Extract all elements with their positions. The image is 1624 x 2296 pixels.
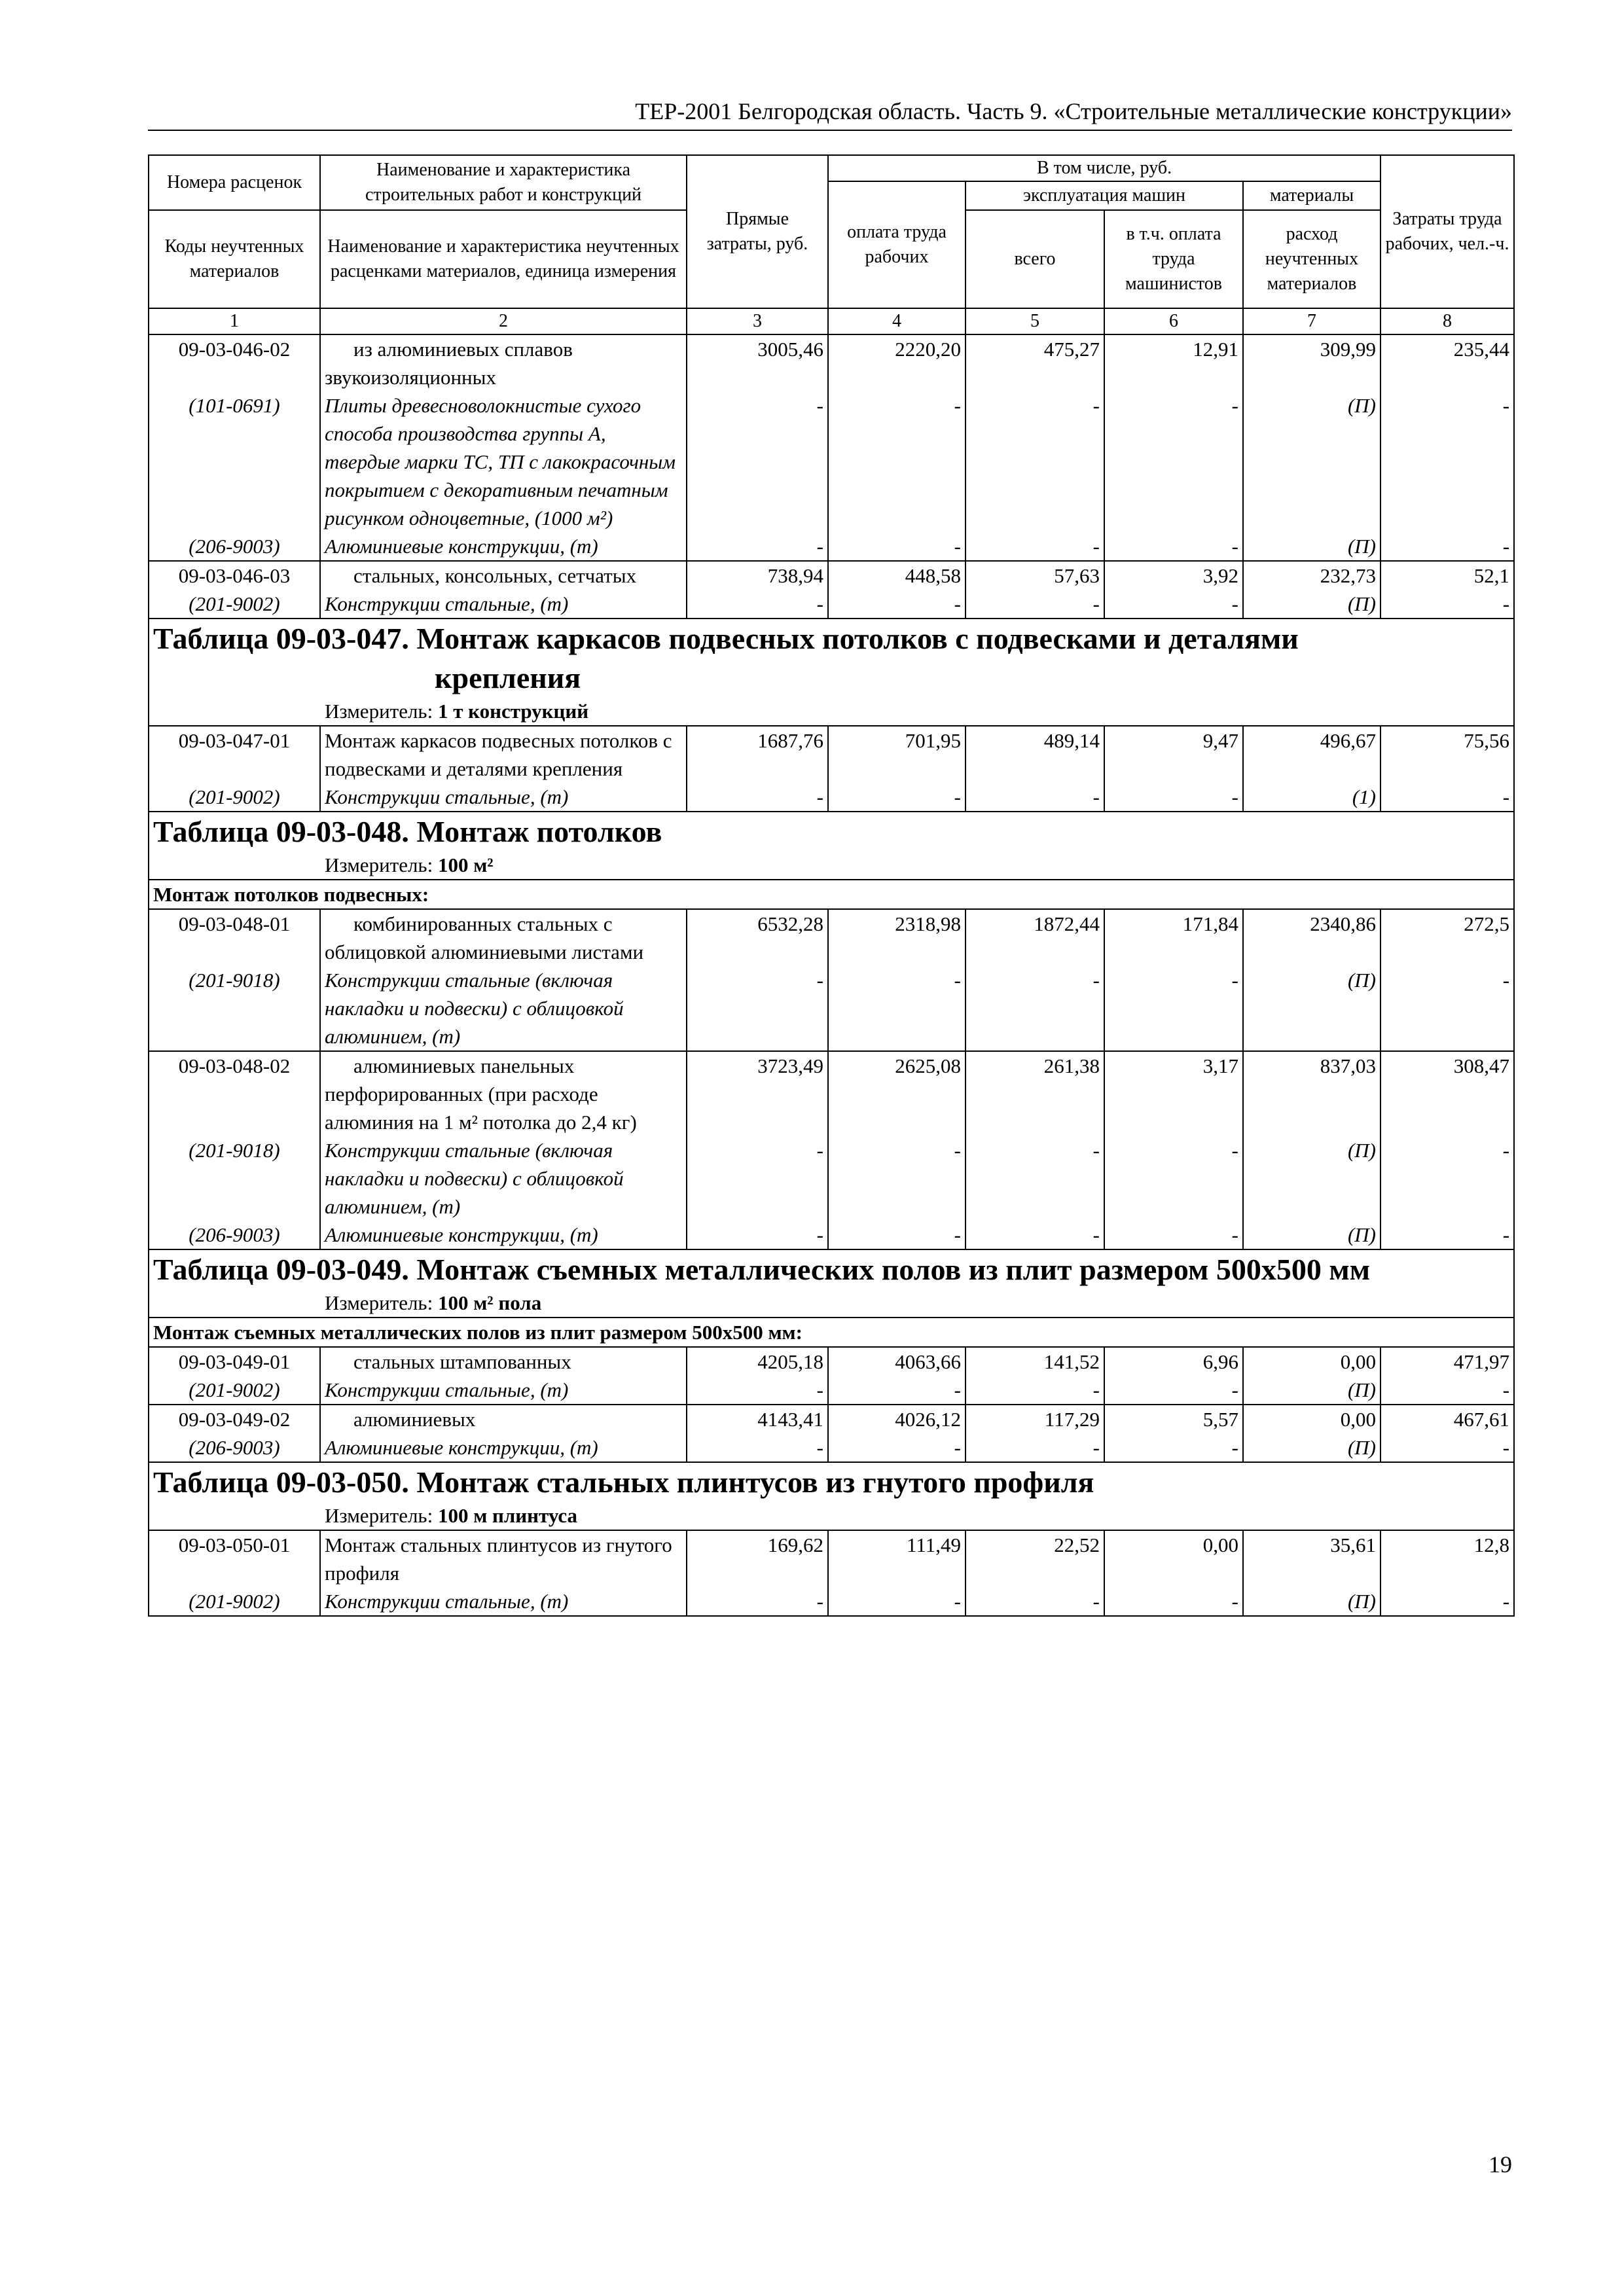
- dash: -: [1380, 1221, 1514, 1249]
- material-mark: (П): [1243, 966, 1380, 1051]
- rate-code: 09-03-048-01: [149, 909, 320, 966]
- rate-name: алюминиевых панельных перфорированных (при расходе алюминия на 1 м² потолка до 2,4 кг): [320, 1051, 687, 1136]
- section-heading: Монтаж съемных металлических полов из плит размером 500х500 мм:: [149, 1318, 1514, 1347]
- material-mark: (П): [1243, 1221, 1380, 1249]
- materials-value: 309,99: [1243, 334, 1380, 391]
- col-including-header: В том числе, руб.: [828, 155, 1380, 181]
- dash: -: [1104, 1221, 1243, 1249]
- material-row: [149, 1376, 1514, 1405]
- material-mark: (П): [1243, 1136, 1380, 1221]
- material-mark: (П): [1243, 1587, 1380, 1616]
- col-material-names-header: Наименование и характеристика неучтенных расценками материалов, единица измерения: [320, 210, 687, 308]
- dash: -: [1380, 590, 1514, 619]
- materials-value: 232,73: [1243, 561, 1380, 590]
- col-labor-hours-header: Затраты труда рабочих, чел.-ч.: [1380, 155, 1514, 308]
- materials-value: 0,00: [1243, 1405, 1380, 1433]
- machinists-pay: 12,91: [1104, 334, 1243, 391]
- dash: -: [965, 391, 1104, 532]
- col-number: 6: [1104, 308, 1243, 334]
- direct-costs: 738,94: [687, 561, 828, 590]
- table-row: [149, 334, 1514, 391]
- col-rate-number-header: Номера расценок: [149, 155, 320, 210]
- table-title-block: [149, 619, 1514, 726]
- dash: -: [828, 532, 965, 561]
- machinists-pay: 3,17: [1104, 1051, 1243, 1136]
- dash: -: [828, 1376, 965, 1405]
- dash: -: [1104, 1587, 1243, 1616]
- section-row: [149, 1318, 1514, 1347]
- material-row: [149, 1136, 1514, 1221]
- col-direct-costs-header: Прямые затраты, руб.: [687, 155, 828, 308]
- material-row: [149, 1587, 1514, 1616]
- labor-hours: 12,8: [1380, 1530, 1514, 1587]
- labor-hours: 308,47: [1380, 1051, 1514, 1136]
- labor-hours: 471,97: [1380, 1347, 1514, 1376]
- measure-unit: [153, 1502, 1509, 1530]
- material-name: Конструкции стальные, (т): [320, 590, 687, 619]
- material-name: Алюминиевые конструкции, (т): [320, 1221, 687, 1249]
- page-header: ТЕР-2001 Белгородская область. Часть 9. «Строительные металлические конструкции»: [148, 96, 1512, 131]
- dash: -: [828, 1587, 965, 1616]
- col-number: 8: [1380, 308, 1514, 334]
- material-name: Алюминиевые конструкции, (т): [320, 1433, 687, 1462]
- col-number: 5: [965, 308, 1104, 334]
- table-row: [149, 726, 1514, 783]
- dash: -: [687, 1587, 828, 1616]
- page-number: 19: [1489, 2151, 1512, 2178]
- dash: -: [1380, 966, 1514, 1051]
- dash: -: [1104, 391, 1243, 532]
- material-name: Алюминиевые конструкции, (т): [320, 532, 687, 561]
- material-code: (206-9003): [149, 532, 320, 561]
- material-code: (206-9003): [149, 1433, 320, 1462]
- dash: -: [1380, 1587, 1514, 1616]
- col-machines-total-header: всего: [965, 210, 1104, 308]
- table-row: [149, 561, 1514, 590]
- measure-value: 100 м²: [437, 853, 494, 876]
- dash: -: [965, 1433, 1104, 1462]
- machinists-pay: 171,84: [1104, 909, 1243, 966]
- dash: -: [965, 1221, 1104, 1249]
- material-code: (101-0691): [149, 391, 320, 532]
- rates-table: [148, 154, 1515, 1617]
- table-header-row: [149, 155, 1514, 181]
- material-mark: (П): [1243, 1433, 1380, 1462]
- dash: -: [1104, 532, 1243, 561]
- table-title-row: [149, 619, 1514, 726]
- material-row: [149, 391, 1514, 532]
- material-row: [149, 590, 1514, 619]
- material-name: Конструкции стальные (включая накладки и подвески) с облицовкой алюминием, (т): [320, 966, 687, 1051]
- rate-name: Монтаж каркасов подвесных потолков с подвесками и деталями крепления: [320, 726, 687, 783]
- dash: -: [687, 391, 828, 532]
- direct-costs: 6532,28: [687, 909, 828, 966]
- machinists-pay: 6,96: [1104, 1347, 1243, 1376]
- rate-code: 09-03-046-03: [149, 561, 320, 590]
- material-mark: (П): [1243, 1376, 1380, 1405]
- dash: -: [965, 532, 1104, 561]
- rate-name: стальных штампованных: [320, 1347, 687, 1376]
- measure-value: 100 м² пола: [437, 1291, 542, 1314]
- labor-hours: 272,5: [1380, 909, 1514, 966]
- material-code: (201-9002): [149, 783, 320, 812]
- table-title-row: [149, 812, 1514, 880]
- measure-unit: [153, 698, 1509, 725]
- dash: -: [1380, 1136, 1514, 1221]
- table-row: [149, 1051, 1514, 1136]
- material-name: Конструкции стальные (включая накладки и подвески) с облицовкой алюминием, (т): [320, 1136, 687, 1221]
- dash: -: [1104, 1136, 1243, 1221]
- table-row: [149, 1405, 1514, 1433]
- dash: -: [965, 590, 1104, 619]
- dash: -: [1380, 391, 1514, 532]
- section-row: [149, 880, 1514, 909]
- rate-code: 09-03-049-02: [149, 1405, 320, 1433]
- table-title-block: [149, 1249, 1514, 1318]
- material-code: (201-9002): [149, 590, 320, 619]
- rate-name: стальных, консольных, сетчатых: [320, 561, 687, 590]
- material-code: (201-9002): [149, 1587, 320, 1616]
- dash: -: [965, 783, 1104, 812]
- material-name: Конструкции стальные, (т): [320, 1587, 687, 1616]
- workers-pay: 701,95: [828, 726, 965, 783]
- labor-hours: 52,1: [1380, 561, 1514, 590]
- direct-costs: 3005,46: [687, 334, 828, 391]
- rate-name: комбинированных стальных с облицовкой алюминиевыми листами: [320, 909, 687, 966]
- col-material-codes-header: Коды неучтенных материалов: [149, 210, 320, 308]
- material-code: (201-9018): [149, 966, 320, 1051]
- table-title: Таблица 09-03-050. Монтаж стальных плинтусов из гнутого профиля: [153, 1465, 1094, 1499]
- table-title-block: [149, 1462, 1514, 1530]
- rate-code: 09-03-046-02: [149, 334, 320, 391]
- rate-name: алюминиевых: [320, 1405, 687, 1433]
- material-name: Конструкции стальные, (т): [320, 783, 687, 812]
- workers-pay: 2220,20: [828, 334, 965, 391]
- col-unaccounted-materials-header: расход неучтенных материалов: [1243, 210, 1380, 308]
- machines-total: 141,52: [965, 1347, 1104, 1376]
- workers-pay: 2318,98: [828, 909, 965, 966]
- machines-total: 22,52: [965, 1530, 1104, 1587]
- dash: -: [687, 1433, 828, 1462]
- dash: -: [828, 590, 965, 619]
- dash: -: [965, 966, 1104, 1051]
- dash: -: [965, 1587, 1104, 1616]
- materials-value: 35,61: [1243, 1530, 1380, 1587]
- machines-total: 117,29: [965, 1405, 1104, 1433]
- workers-pay: 111,49: [828, 1530, 965, 1587]
- col-materials-header: материалы: [1243, 181, 1380, 210]
- dash: -: [687, 966, 828, 1051]
- measure-value: 1 т конструкций: [437, 700, 589, 723]
- col-workers-pay-header: оплата труда рабочих: [828, 181, 965, 308]
- dash: -: [687, 590, 828, 619]
- material-row: [149, 1221, 1514, 1249]
- rate-code: 09-03-048-02: [149, 1051, 320, 1136]
- rate-name: из алюминиевых сплавов звукоизоляционных: [320, 334, 687, 391]
- machines-total: 1872,44: [965, 909, 1104, 966]
- table-row: [149, 909, 1514, 966]
- material-mark: (П): [1243, 391, 1380, 532]
- material-row: [149, 966, 1514, 1051]
- machinists-pay: 9,47: [1104, 726, 1243, 783]
- column-numbers-row: [149, 308, 1514, 334]
- dash: -: [687, 1376, 828, 1405]
- col-number: 3: [687, 308, 828, 334]
- direct-costs: 169,62: [687, 1530, 828, 1587]
- material-mark: (П): [1243, 590, 1380, 619]
- materials-value: 0,00: [1243, 1347, 1380, 1376]
- dash: -: [687, 532, 828, 561]
- workers-pay: 448,58: [828, 561, 965, 590]
- dash: -: [828, 391, 965, 532]
- material-name: Конструкции стальные, (т): [320, 1376, 687, 1405]
- material-mark: (1): [1243, 783, 1380, 812]
- measure-label: Измеритель:: [325, 1504, 433, 1527]
- col-machinists-pay-header: в т.ч. оплата труда машинистов: [1104, 210, 1243, 308]
- measure-label: Измеритель:: [325, 1291, 433, 1314]
- materials-value: 837,03: [1243, 1051, 1380, 1136]
- table-title: Таблица 09-03-047. Монтаж каркасов подвесных потолков с подвесками и деталями: [153, 622, 1299, 655]
- measure-unit: [153, 852, 1509, 879]
- measure-unit: [153, 1289, 1509, 1317]
- dash: -: [687, 1136, 828, 1221]
- dash: -: [1380, 532, 1514, 561]
- material-row: [149, 532, 1514, 561]
- dash: -: [1380, 1433, 1514, 1462]
- col-number: 1: [149, 308, 320, 334]
- rate-name: Монтаж стальных плинтусов из гнутого профиля: [320, 1530, 687, 1587]
- table-title-continued: крепления: [435, 661, 581, 694]
- table-row: [149, 1347, 1514, 1376]
- rate-code: 09-03-049-01: [149, 1347, 320, 1376]
- table-title-block: [149, 812, 1514, 880]
- workers-pay: 2625,08: [828, 1051, 965, 1136]
- machines-total: 261,38: [965, 1051, 1104, 1136]
- materials-value: 2340,86: [1243, 909, 1380, 966]
- dash: -: [1104, 1376, 1243, 1405]
- measure-value: 100 м плинтуса: [437, 1504, 578, 1527]
- dash: -: [1104, 783, 1243, 812]
- material-row: [149, 1433, 1514, 1462]
- measure-label: Измеритель:: [325, 700, 433, 723]
- direct-costs: 4205,18: [687, 1347, 828, 1376]
- dash: -: [1380, 1376, 1514, 1405]
- dash: -: [965, 1376, 1104, 1405]
- workers-pay: 4026,12: [828, 1405, 965, 1433]
- measure-label: Измеритель:: [325, 853, 433, 876]
- dash: -: [1104, 966, 1243, 1051]
- machinists-pay: 0,00: [1104, 1530, 1243, 1587]
- col-machines-header: эксплуатация машин: [965, 181, 1243, 210]
- direct-costs: 1687,76: [687, 726, 828, 783]
- dash: -: [828, 1136, 965, 1221]
- dash: -: [828, 966, 965, 1051]
- material-code: (206-9003): [149, 1221, 320, 1249]
- dash: -: [828, 1221, 965, 1249]
- labor-hours: 235,44: [1380, 334, 1514, 391]
- table-title-row: [149, 1249, 1514, 1318]
- material-code: (201-9002): [149, 1376, 320, 1405]
- dash: -: [1380, 783, 1514, 812]
- material-row: [149, 783, 1514, 812]
- machines-total: 475,27: [965, 334, 1104, 391]
- dash: -: [828, 783, 965, 812]
- table-title-row: [149, 1462, 1514, 1530]
- col-number: 7: [1243, 308, 1380, 334]
- material-mark: (П): [1243, 532, 1380, 561]
- table-title: Таблица 09-03-048. Монтаж потолков: [153, 815, 662, 848]
- labor-hours: 75,56: [1380, 726, 1514, 783]
- material-code: (201-9018): [149, 1136, 320, 1221]
- machinists-pay: 5,57: [1104, 1405, 1243, 1433]
- direct-costs: 3723,49: [687, 1051, 828, 1136]
- table-title: Таблица 09-03-049. Монтаж съемных металлических полов из плит размером 500х500 мм: [153, 1253, 1371, 1286]
- dash: -: [1104, 1433, 1243, 1462]
- workers-pay: 4063,66: [828, 1347, 965, 1376]
- materials-value: 496,67: [1243, 726, 1380, 783]
- dash: -: [828, 1433, 965, 1462]
- dash: -: [965, 1136, 1104, 1221]
- col-number: 4: [828, 308, 965, 334]
- dash: -: [1104, 590, 1243, 619]
- machines-total: 489,14: [965, 726, 1104, 783]
- dash: -: [687, 1221, 828, 1249]
- machines-total: 57,63: [965, 561, 1104, 590]
- col-number: 2: [320, 308, 687, 334]
- section-heading: Монтаж потолков подвесных:: [149, 880, 1514, 909]
- rate-code: 09-03-050-01: [149, 1530, 320, 1587]
- dash: -: [687, 783, 828, 812]
- rate-code: 09-03-047-01: [149, 726, 320, 783]
- col-work-name-header: Наименование и характеристика строительных работ и конструкций: [320, 155, 687, 210]
- labor-hours: 467,61: [1380, 1405, 1514, 1433]
- machinists-pay: 3,92: [1104, 561, 1243, 590]
- material-name: Плиты древесноволокнистые сухого способа производства группы А, твердые марки ТС, ТП с лакокрасочным покрытием с декоративным печатным рисунком одноцветные, (1000 м²): [320, 391, 687, 532]
- direct-costs: 4143,41: [687, 1405, 828, 1433]
- table-row: [149, 1530, 1514, 1587]
